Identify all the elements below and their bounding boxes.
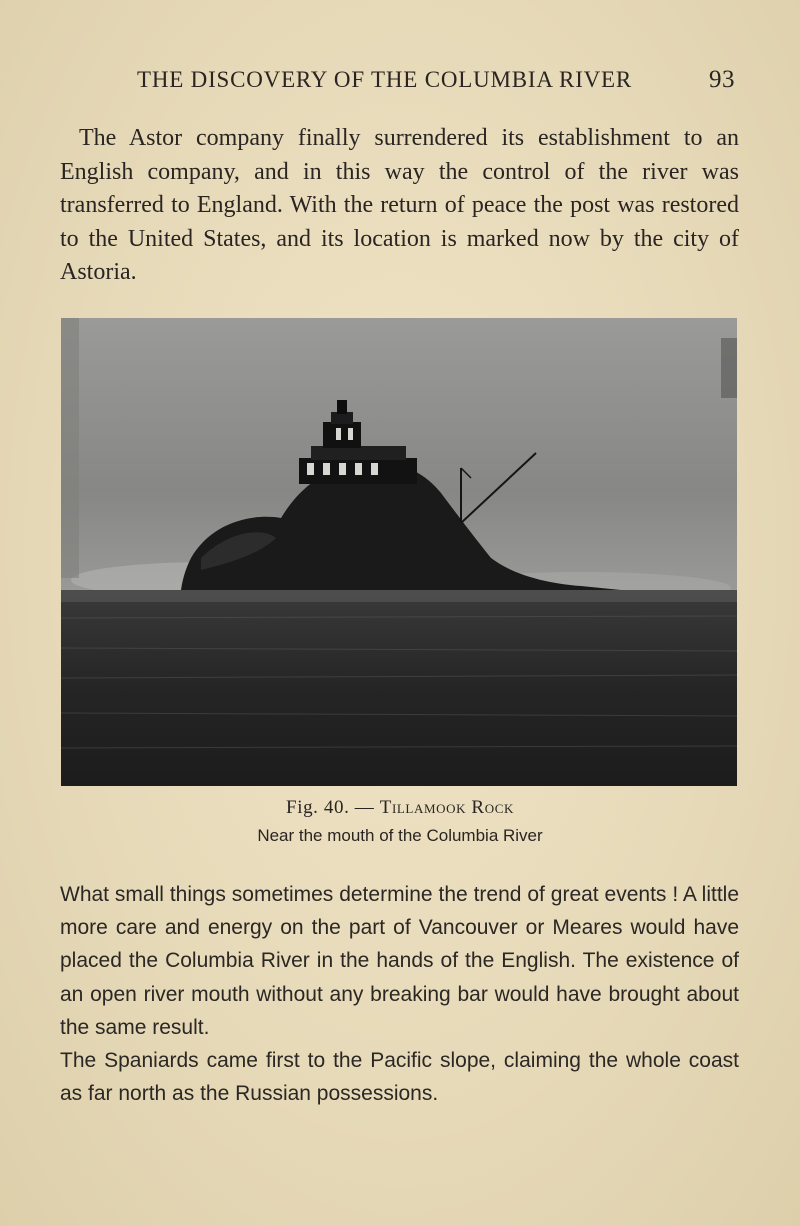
figure-subtitle: Near the mouth of the Columbia River [257, 826, 543, 845]
running-title: THE DISCOVERY OF THE COLUMBIA RIVER [137, 67, 633, 92]
figure-title: Tillamook Rock [379, 797, 514, 818]
paragraph-small-things: What small things sometimes determine the trend of great events ! A little more care and energy on the part of Vancouver or Meares would have placed the Columbia River in the hands of the English. The existence of an open river mouth without any breaking bar would have brought about the same result. [60, 883, 739, 1039]
page-number: 93 [709, 66, 735, 93]
tillamook-rock-photo [61, 318, 737, 786]
paragraph-astor: The Astor company finally surrendered its establishment to an English company, and in this way the control of the river was transferred to England. With the return of peace the post was restored to the United States, and its location is marked now by the city of Astoria. [60, 125, 739, 285]
body-text [60, 878, 739, 1110]
lighthouse-photo-illustration [61, 318, 737, 786]
figure-caption [0, 797, 800, 819]
page-header [137, 66, 737, 94]
paragraph-spaniards: The Spaniards came first to the Pacific slope, claiming the whole coast as far north as the Russian possessions. [60, 1049, 739, 1106]
figure-label: Fig. 40. — [286, 797, 375, 818]
